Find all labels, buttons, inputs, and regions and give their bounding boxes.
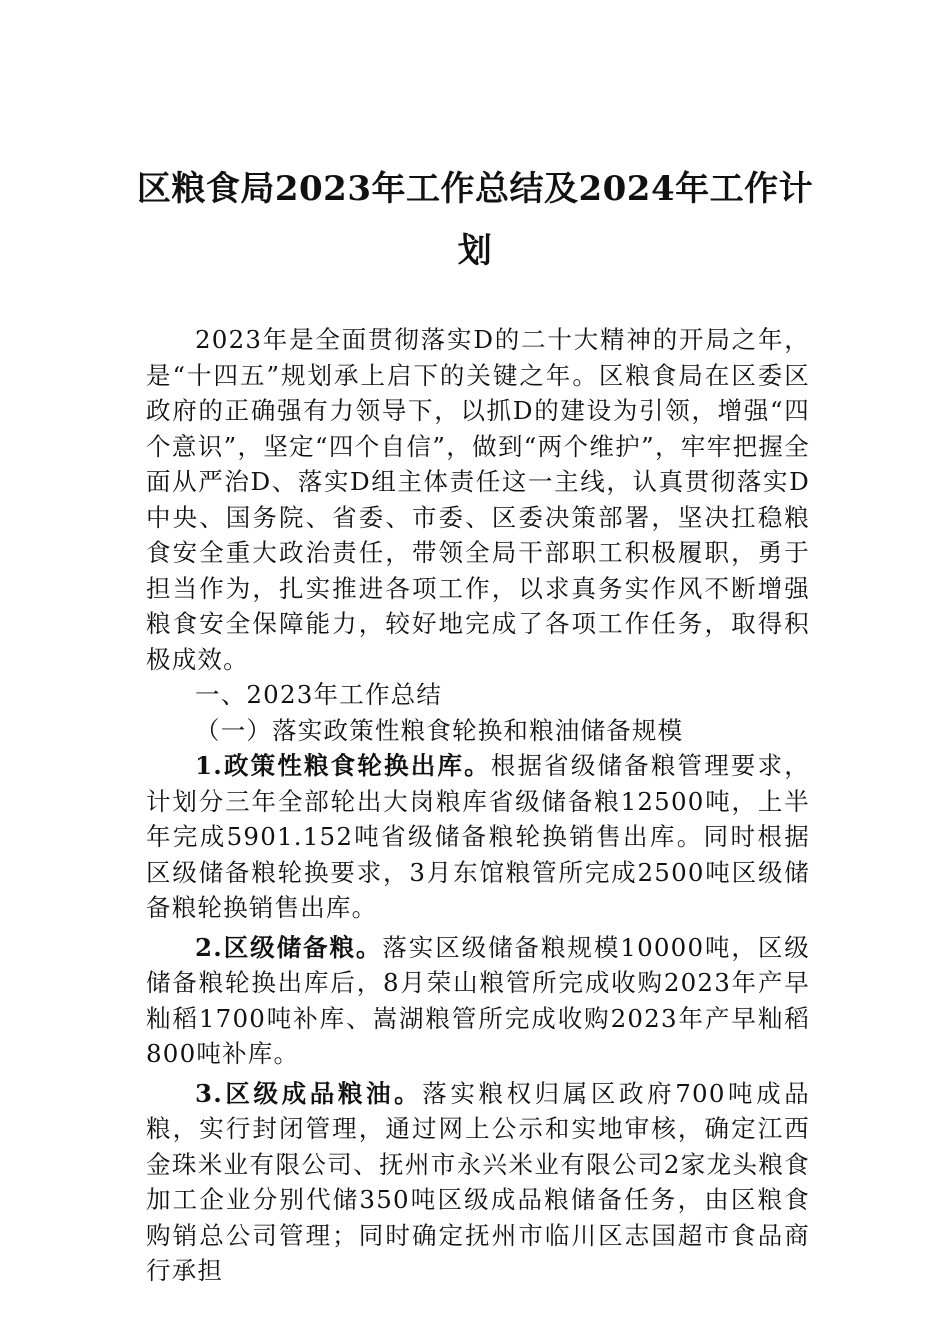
subsection-heading-text: （一）落实政策性粮食轮换和粮油储备规模 — [195, 715, 684, 745]
item-lead: 1.政策性粮食轮换出库。 — [195, 751, 491, 780]
item-lead: 3.区级成品粮油。 — [195, 1078, 423, 1108]
item-paragraph — [146, 1076, 810, 1289]
item-paragraph — [146, 930, 810, 1072]
document-title: 区粮食局2023年工作总结及2024年工作计划 — [136, 169, 814, 271]
intro-paragraph — [146, 322, 810, 677]
subsection-heading — [146, 713, 810, 749]
item-paragraph — [146, 748, 810, 926]
paragraph-text: 2023年是全面贯彻落实D的二十大精神的开局之年，是“十四五”规划承上启下的关键之年。区粮食局在区委区政府的正确强有力领导下，以抓D的建设为引领，增强“四个意识”，坚定“四个自信”，做到“两个维护”，牢牢把握全面从严治D、落实D组主体责任这一主线，认真贯彻落实D中央、国务院、省委、市委、区委决策部署，坚决扛稳粮食安全重大政治责任，带领全局干部职工积极履职，勇于担当作为，扎实推进各项工作，以求真务实作风不断增强粮食安全保障能力，较好地完成了各项工作任务，取得积极成效。 — [146, 325, 810, 674]
item-text: 根据省级储备粮管理要求，计划分三年全部轮出大岗粮库省级储备粮12500吨，上半年完成5901.152吨省级储备粮轮换销售出库。同时根据区级储备粮轮换要求，3月东馆粮管所完成2500吨区级储备粮轮换销售出库。 — [146, 751, 810, 922]
item-text: 落实粮权归属区政府700吨成品粮，实行封闭管理，通过网上公示和实地审核，确定江西金珠米业有限公司、抚州市永兴米业有限公司2家龙头粮食加工企业分别代储350吨区级成品粮储备任务，由区粮食购销总公司管理；同时确定抚州市临川区志国超市食品商行承担 — [146, 1078, 810, 1285]
section-heading-text: 一、2023年工作总结 — [195, 680, 443, 709]
document-body — [146, 322, 810, 1289]
item-text: 落实区级储备粮规模10000吨，区级储备粮轮换出库后，8月荣山粮管所完成收购2023年产早籼稻1700吨补库、嵩湖粮管所完成收购2023年产早籼稻800吨补库。 — [146, 932, 810, 1068]
section-heading — [146, 677, 810, 713]
item-lead: 2.区级储备粮。 — [195, 932, 383, 962]
